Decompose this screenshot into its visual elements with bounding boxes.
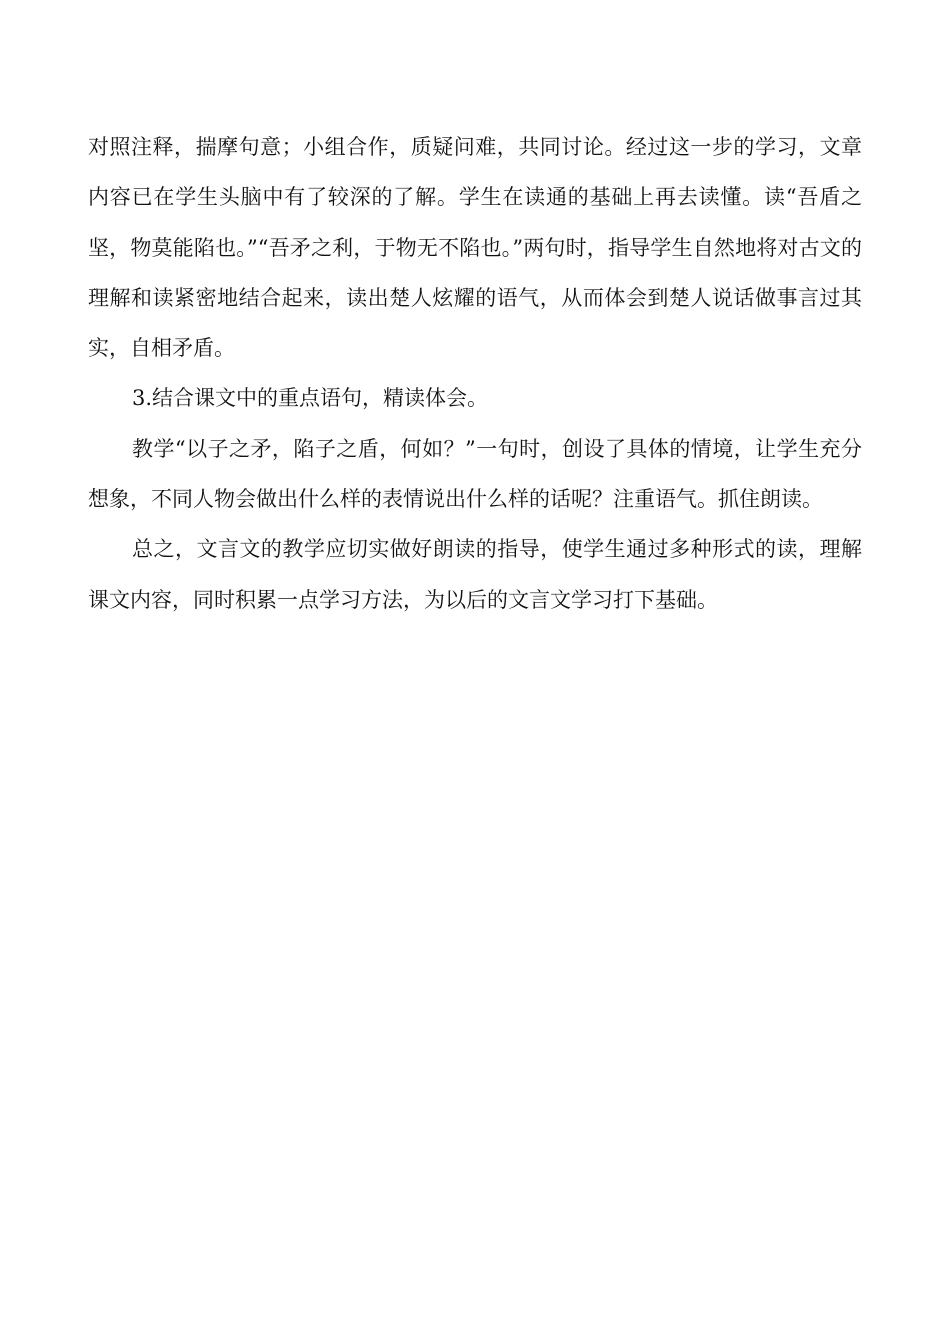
paragraph-conclusion: 总之，文言文的教学应切实做好朗读的指导，使学生通过多种形式的读，理解课文内容，同时积累一点学习方法，为以后的文言文学习打下基础。 [88,537,862,612]
document-body [88,122,862,625]
paragraph-continued-reading-guidance: 对照注释，揣摩句意；小组合作，质疑问难，共同讨论。经过这一步的学习，文章内容已在学生头脑中有了较深的了解。学生在读通的基础上再去读懂。读“吾盾之坚，物莫能陷也。”“吾矛之利，于物无不陷也。”两句时，指导学生自然地将对古文的理解和读紧密地结合起来，读出楚人炫耀的语气，从而体会到楚人说话做事言过其实，自相矛盾。 [88,135,862,361]
paragraph-teaching-key-sentence: 教学“以子之矛，陷子之盾，何如？”一句时，创设了具体的情境，让学生充分想象，不同人物会做出什么样的表情说出什么样的话呢？注重语气。抓住朗读。 [88,436,862,512]
paragraph-section-3-heading: 3.结合课文中的重点语句，精读体会。 [132,386,489,411]
